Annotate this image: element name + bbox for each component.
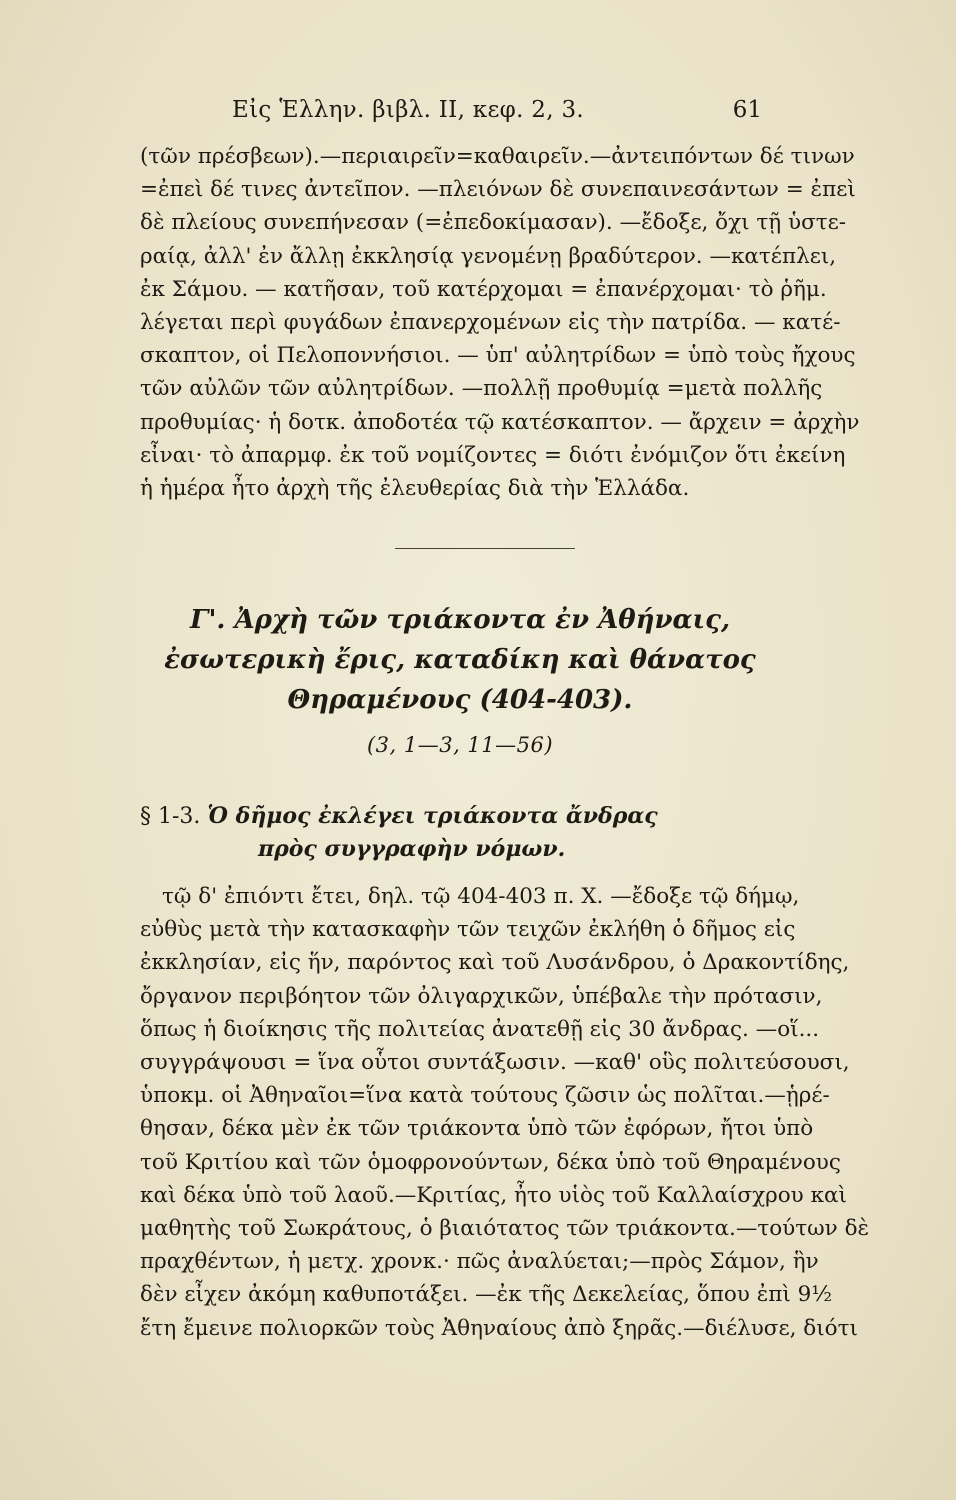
body-line: ὅπως ἡ διοίκησις τῆς πολιτείας ἀνατεθῇ εἰς 30 ἄνδρας. —οἵ...	[140, 1016, 820, 1042]
body-line: ἐκκλησίαν, εἰς ἥν, παρόντος καὶ τοῦ Λυσάνδρου, ὁ Δρακοντίδης,	[140, 950, 850, 976]
body-line: δὲν εἶχεν ἀκόμη καθυποτάξει. —ἐκ τῆς Δεκελείας, ὅπου ἐπὶ 9½	[140, 1282, 833, 1308]
body-line: θησαν, δέκα μὲν ἐκ τῶν τριάκοντα ὑπὸ τῶν ἐφόρων, ἤτοι ὑπὸ	[140, 1116, 814, 1142]
notes-line: (τῶν πρέσβεων).—περιαιρεῖν=καθαιρεῖν.—ἀντειπόντων δέ τινων	[140, 144, 855, 169]
page-number: 61	[732, 97, 762, 123]
subsection-heading	[140, 800, 780, 866]
commentary-notes	[140, 140, 860, 505]
body-line: ὑποκμ. οἱ Ἀθηναῖοι=ἵνα κατὰ τούτους ζῶσιν ὡς πολῖται.—ᾑρέ-	[140, 1083, 830, 1109]
section-heading-line: Θηραμένους (404-403).	[287, 685, 633, 715]
notes-line: ραίᾳ, ἀλλ' ἐν ἄλλῃ ἐκκλησίᾳ γενομένῃ βραδύτερον. —κατέπλει,	[140, 243, 837, 269]
chapter-range: (3, 1—3, 11—56)	[366, 733, 554, 757]
notes-line: λέγεται περὶ φυγάδων ἐπανερχομένων εἰς τὴν πατρίδα. — κατέ-	[140, 310, 841, 336]
notes-line: προθυμίας· ἡ δοτκ. ἀποδοτέα τῷ κατέσκαπτον. — ἄρχειν = ἀρχὴν	[140, 409, 860, 435]
notes-line: τῶν αὐλῶν τῶν αὐλητρίδων. —πολλῇ προθυμίᾳ =μετὰ πολλῆς	[140, 376, 823, 402]
notes-line: ἐκ Σάμου. — κατῆσαν, τοῦ κατέρχομαι = ἐπανέρχομαι· τὸ ῥῆμ.	[140, 276, 827, 302]
body-line: τῷ δ' ἐπιόντι ἔτει, δηλ. τῷ 404-403 π. Χ. —ἔδοξε τῷ δήμῳ,	[162, 884, 800, 909]
body-line: ὄργανον περιβόητον τῶν ὀλιγαρχικῶν, ὑπέβαλε τὴν πρότασιν,	[140, 983, 823, 1009]
notes-line: ἡ ἡμέρα ἦτο ἀρχὴ τῆς ἐλευθερίας διὰ τὴν Ἑλλάδα.	[140, 476, 690, 502]
body-line: συγγράψουσι = ἵνα οὗτοι συντάξωσιν. —καθ' οὓς πολιτεύσουσι,	[140, 1050, 850, 1076]
body-text	[140, 880, 870, 1345]
body-line: καὶ δέκα ὑπὸ τοῦ λαοῦ.—Κριτίας, ἦτο υἱὸς τοῦ Καλλαίσχρου καὶ	[140, 1182, 847, 1208]
body-line: ἔτη ἔμεινε πολιορκῶν τοὺς Ἀθηναίους ἀπὸ ξηρᾶς.—διέλυσε, διότι	[140, 1315, 858, 1341]
body-line: εὐθὺς μετὰ τὴν κατασκαφὴν τῶν τειχῶν ἐκλήθη ὁ δῆμος εἰς	[140, 917, 796, 943]
notes-line: εἶναι· τὸ ἀπαρμφ. ἐκ τοῦ νομίζοντες = διότι ἐνόμιζον ὅτι ἐκείνη	[140, 442, 846, 468]
subsection-title-line1: Ὁ δῆμος ἐκλέγει τριάκοντα ἄνδρας	[207, 803, 658, 829]
page-header	[232, 97, 762, 133]
section-heading-line: Γ'. Ἀρχὴ τῶν τριάκοντα ἐν Ἀθήναις,	[189, 605, 730, 635]
subsection-title-line2: πρὸς συγγραφὴν νόμων.	[258, 836, 566, 862]
running-title: Εἰς Ἑλλην. βιβλ. II, κεφ. 2, 3.	[232, 97, 585, 123]
section-heading-line: ἐσωτερικὴ ἔρις, καταδίκη καὶ θάνατος	[164, 645, 756, 675]
notes-line: δὲ πλείους συνεπήνεσαν (=ἐπεδοκίμασαν). —ἔδοξε, ὄχι τῇ ὑστε-	[140, 210, 847, 236]
section-divider	[395, 548, 575, 549]
notes-line: =ἐπεὶ δέ τινες ἀντεῖπον. —πλειόνων δὲ συνεπαινεσάντων = ἐπεὶ	[140, 177, 856, 203]
body-line: μαθητὴς τοῦ Σωκράτους, ὁ βιαιότατος τῶν τριάκοντα.—τούτων δὲ	[140, 1216, 870, 1242]
notes-line: σκαπτον, οἱ Πελοποννήσιοι. — ὑπ' αὐλητρίδων = ὑπὸ τοὺς ἤχους	[140, 343, 856, 369]
body-line: πραχθέντων, ἡ μετχ. χρονκ.· πῶς ἀναλύεται;—πρὸς Σάμον, ἣν	[140, 1249, 819, 1275]
paragraph-sign: § 1-3.	[140, 804, 201, 829]
section-heading	[140, 600, 780, 720]
body-line: τοῦ Κριτίου καὶ τῶν ὁμοφρονούντων, δέκα ὑπὸ τοῦ Θηραμένους	[140, 1149, 841, 1175]
